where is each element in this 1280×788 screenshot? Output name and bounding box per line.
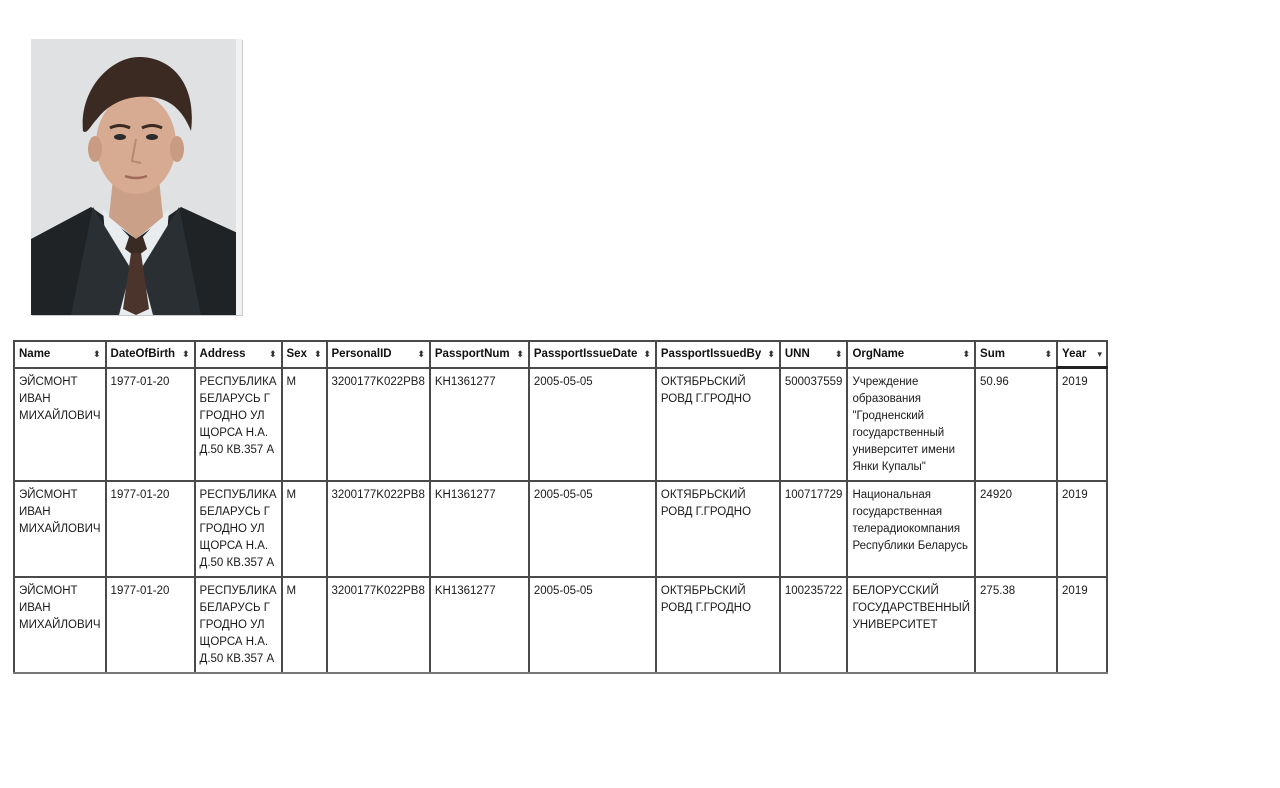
cell-name: ЭЙСМОНТ ИВАН МИХАЙЛОВИЧ (14, 481, 106, 577)
column-header-year[interactable]: Year ▾ (1057, 341, 1107, 368)
photo-border (236, 39, 242, 315)
cell-sex: М (282, 577, 327, 673)
cell-name: ЭЙСМОНТ ИВАН МИХАЙЛОВИЧ (14, 577, 106, 673)
cell-passport-issued-by: ОКТЯБРЬСКИЙ РОВД Г.ГРОДНО (656, 577, 780, 673)
sort-icon: ⬍ (417, 348, 425, 359)
sort-icon: ⬍ (643, 348, 651, 359)
sort-icon: ⬍ (182, 348, 190, 359)
sort-icon: ⬍ (834, 348, 843, 359)
cell-sum: 24920 (975, 481, 1057, 577)
cell-org-name: Учреждение образования "Гродненский государственный университет имени Янки Купалы" (847, 368, 975, 482)
cell-sum: 275.38 (975, 577, 1057, 673)
cell-org-name: БЕЛОРУССКИЙ ГОСУДАРСТВЕННЫЙ УНИВЕРСИТЕТ (847, 577, 975, 673)
sort-icon: ⬍ (1044, 348, 1053, 359)
cell-personal-id: 3200177K022PB8 (327, 577, 430, 673)
cell-name: ЭЙСМОНТ ИВАН МИХАЙЛОВИЧ (14, 368, 106, 482)
cell-org-name: Национальная государственная телерадиокомпания Республики Беларусь (847, 481, 975, 577)
column-header-sum[interactable]: Sum ⬍ (975, 341, 1057, 368)
cell-year: 2019 (1057, 577, 1107, 673)
cell-personal-id: 3200177K022PB8 (327, 481, 430, 577)
sort-icon: ⬍ (268, 348, 277, 359)
cell-passport-issue-date: 2005-05-05 (529, 368, 656, 482)
cell-unn: 100717729 (780, 481, 848, 577)
cell-unn: 100235722 (780, 577, 848, 673)
cell-personal-id: 3200177K022PB8 (327, 368, 430, 482)
cell-date-of-birth: 1977-01-20 (106, 577, 195, 673)
person-portrait-icon (31, 39, 242, 315)
person-photo (31, 39, 242, 315)
cell-date-of-birth: 1977-01-20 (106, 368, 195, 482)
cell-passport-num: KH1361277 (430, 577, 529, 673)
cell-year: 2019 (1057, 368, 1107, 482)
cell-address: РЕСПУБЛИКА БЕЛАРУСЬ Г ГРОДНО УЛ ЩОРСА Н.А. Д.50 КВ.357 А (195, 368, 282, 482)
table-row[interactable] (14, 577, 1107, 673)
results-table-container (13, 340, 1108, 674)
column-header-passport-issue-date[interactable]: PassportIssueDate ⬍ (529, 341, 656, 368)
cell-passport-issued-by: ОКТЯБРЬСКИЙ РОВД Г.ГРОДНО (656, 368, 780, 482)
cell-passport-issue-date: 2005-05-05 (529, 481, 656, 577)
table-row[interactable] (14, 481, 1107, 577)
sort-icon: ⬍ (516, 348, 524, 359)
column-header-name[interactable]: Name ⬍ (14, 341, 106, 368)
column-header-org-name[interactable]: OrgName ⬍ (847, 341, 975, 368)
cell-passport-issue-date: 2005-05-05 (529, 577, 656, 673)
column-header-personal-id[interactable]: PersonalID ⬍ (327, 341, 430, 368)
sort-desc-icon: ▾ (1097, 348, 1103, 359)
cell-address: РЕСПУБЛИКА БЕЛАРУСЬ Г ГРОДНО УЛ ЩОРСА Н.А. Д.50 КВ.357 А (195, 577, 282, 673)
column-header-passport-num[interactable]: PassportNum ⬍ (430, 341, 529, 368)
column-header-address[interactable]: Address ⬍ (195, 341, 282, 368)
cell-address: РЕСПУБЛИКА БЕЛАРУСЬ Г ГРОДНО УЛ ЩОРСА Н.А. Д.50 КВ.357 А (195, 481, 282, 577)
cell-year: 2019 (1057, 481, 1107, 577)
table-header-row (14, 341, 1107, 368)
column-header-unn[interactable]: UNN ⬍ (780, 341, 848, 368)
cell-passport-num: KH1361277 (430, 481, 529, 577)
column-header-sex[interactable]: Sex ⬍ (282, 341, 327, 368)
table-row[interactable] (14, 368, 1107, 482)
cell-sex: М (282, 368, 327, 482)
cell-date-of-birth: 1977-01-20 (106, 481, 195, 577)
cell-passport-num: KH1361277 (430, 368, 529, 482)
cell-sum: 50.96 (975, 368, 1057, 482)
cell-unn: 500037559 (780, 368, 848, 482)
sort-icon: ⬍ (93, 348, 101, 359)
results-table (13, 340, 1108, 674)
column-header-date-of-birth[interactable]: DateOfBirth ⬍ (106, 341, 195, 368)
sort-icon: ⬍ (962, 348, 971, 359)
sort-icon: ⬍ (313, 348, 322, 359)
column-header-passport-issued-by[interactable]: PassportIssuedBy ⬍ (656, 341, 780, 368)
cell-passport-issued-by: ОКТЯБРЬСКИЙ РОВД Г.ГРОДНО (656, 481, 780, 577)
cell-sex: М (282, 481, 327, 577)
sort-icon: ⬍ (767, 348, 775, 359)
